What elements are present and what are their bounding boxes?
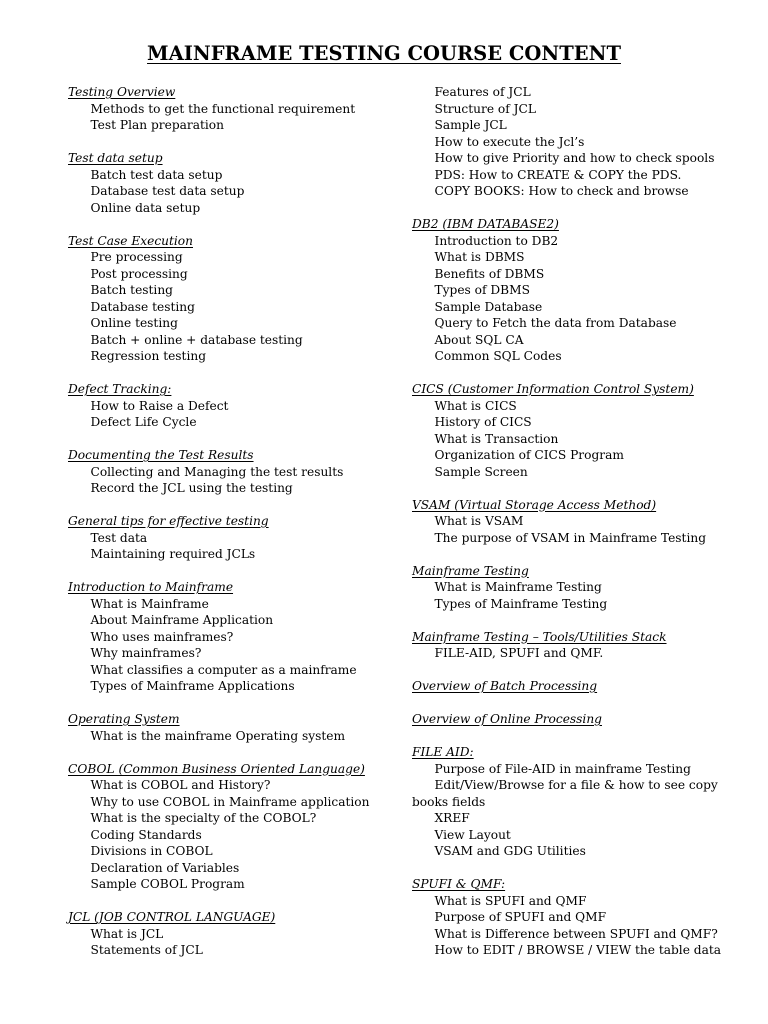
topic-item: Online data setup bbox=[90, 200, 201, 215]
section-heading: SPUFI & QMF: bbox=[412, 877, 506, 891]
section-heading: Test data setup bbox=[68, 151, 163, 165]
topic-item: What classifies a computer as a mainframe bbox=[90, 662, 357, 677]
course-section bbox=[412, 563, 742, 613]
course-section bbox=[68, 513, 398, 563]
topic-item: Edit/View/Browse for a file & how to see copy books fields bbox=[412, 778, 718, 809]
topic-item: What is Mainframe bbox=[90, 596, 209, 611]
topic-item: What is Mainframe Testing bbox=[434, 580, 602, 594]
topic-item: What is Transaction bbox=[434, 431, 559, 446]
section-heading: Operating System bbox=[68, 712, 180, 726]
topic-item: Test data bbox=[90, 530, 148, 545]
topic-item: Organization of CICS Program bbox=[434, 448, 624, 462]
topic-item: Sample Database bbox=[434, 299, 543, 314]
topic-item: Online testing bbox=[90, 316, 178, 330]
topic-item: Query to Fetch the data from Database bbox=[434, 316, 677, 330]
course-section bbox=[412, 84, 742, 200]
topic-item: Purpose of File-AID in mainframe Testing bbox=[434, 761, 691, 776]
section-spacer bbox=[412, 728, 742, 745]
topic-item: Test Plan preparation bbox=[90, 118, 224, 132]
course-section bbox=[68, 447, 398, 497]
topic-item: History of CICS bbox=[434, 415, 532, 429]
section-spacer bbox=[68, 497, 398, 514]
topic-item: What is the specialty of the COBOL? bbox=[90, 811, 317, 825]
topic-item: Who uses mainframes? bbox=[90, 629, 234, 644]
section-spacer bbox=[68, 365, 398, 382]
topic-item: Batch testing bbox=[90, 283, 173, 297]
course-section bbox=[412, 711, 742, 728]
topic-item: About Mainframe Application bbox=[90, 613, 274, 627]
topic-item: Features of JCL bbox=[434, 85, 531, 99]
section-spacer bbox=[412, 662, 742, 679]
topic-item: Sample JCL bbox=[434, 118, 507, 132]
course-section bbox=[412, 216, 742, 365]
course-section bbox=[412, 678, 742, 695]
topic-item: How to give Priority and how to check spools bbox=[434, 151, 715, 165]
section-heading: Overview of Batch Processing bbox=[412, 679, 598, 693]
section-spacer bbox=[412, 695, 742, 712]
section-spacer bbox=[68, 893, 398, 910]
topic-item: Methods to get the functional requirement bbox=[90, 101, 356, 116]
topic-item: Defect Life Cycle bbox=[90, 415, 197, 429]
course-section bbox=[68, 761, 398, 893]
section-spacer bbox=[68, 216, 398, 233]
topic-item: Sample COBOL Program bbox=[90, 877, 245, 891]
topic-item: Database test data setup bbox=[90, 184, 245, 198]
topic-item: How to execute the Jcl’s bbox=[434, 134, 585, 149]
topic-item: Why to use COBOL in Mainframe application bbox=[90, 794, 370, 809]
course-section bbox=[412, 497, 742, 547]
section-spacer bbox=[412, 480, 742, 497]
topic-item: What is Difference between SPUFI and QMF? bbox=[434, 926, 718, 941]
section-spacer bbox=[412, 612, 742, 629]
section-heading: Mainframe Testing bbox=[412, 563, 529, 578]
topic-item: Purpose of SPUFI and QMF bbox=[434, 910, 607, 924]
section-heading: Introduction to Mainframe bbox=[68, 580, 234, 594]
topic-item: Types of Mainframe Applications bbox=[90, 679, 295, 693]
section-spacer bbox=[412, 860, 742, 877]
left-column bbox=[68, 84, 398, 959]
topic-item: What is VSAM bbox=[434, 514, 524, 528]
section-heading: COBOL (Common Business Oriented Language) bbox=[68, 761, 365, 776]
section-spacer bbox=[412, 200, 742, 217]
topic-item: What is CICS bbox=[434, 398, 517, 413]
topic-item: What is COBOL and History? bbox=[90, 778, 271, 792]
course-section bbox=[412, 744, 742, 860]
topic-item: Database testing bbox=[90, 299, 195, 314]
section-heading: FILE AID: bbox=[412, 745, 474, 759]
topic-item: Regression testing bbox=[90, 349, 207, 363]
topic-item: What is the mainframe Operating system bbox=[90, 728, 346, 743]
section-spacer bbox=[68, 134, 398, 151]
topic-item: Common SQL Codes bbox=[434, 349, 562, 363]
topic-item: Batch + online + database testing bbox=[90, 332, 303, 347]
topic-item: Pre processing bbox=[90, 250, 183, 264]
topic-item: Collecting and Managing the test results bbox=[90, 464, 344, 479]
topic-item: XREF bbox=[434, 811, 470, 825]
topic-item: Structure of JCL bbox=[434, 101, 536, 116]
section-spacer bbox=[68, 431, 398, 448]
topic-item: Why mainframes? bbox=[90, 646, 202, 660]
right-column bbox=[412, 84, 742, 959]
topic-item: What is JCL bbox=[90, 926, 164, 941]
section-spacer bbox=[68, 563, 398, 580]
topic-item: Introduction to DB2 bbox=[434, 233, 559, 248]
course-section bbox=[68, 381, 398, 431]
topic-item: View Layout bbox=[434, 827, 511, 842]
topic-item: Divisions in COBOL bbox=[90, 844, 213, 858]
topic-item: Batch test data setup bbox=[90, 167, 223, 182]
section-heading: Overview of Online Processing bbox=[412, 712, 602, 726]
section-spacer bbox=[68, 744, 398, 761]
topic-item: Record the JCL using the testing bbox=[90, 481, 293, 495]
topic-item: FILE-AID, SPUFI and QMF. bbox=[434, 646, 604, 660]
course-section bbox=[68, 579, 398, 695]
section-heading: General tips for effective testing bbox=[68, 514, 269, 528]
course-section bbox=[68, 233, 398, 365]
course-section bbox=[412, 629, 742, 662]
section-heading: Defect Tracking: bbox=[68, 382, 172, 396]
section-heading: Mainframe Testing – Tools/Utilities Stack bbox=[412, 629, 667, 644]
topic-item: Benefits of DBMS bbox=[434, 266, 545, 281]
section-spacer bbox=[68, 695, 398, 712]
topic-item: Types of Mainframe Testing bbox=[434, 596, 608, 611]
topic-item: Sample Screen bbox=[434, 464, 528, 479]
section-heading: DB2 (IBM DATABASE2) bbox=[412, 217, 559, 231]
section-heading: Testing Overview bbox=[68, 85, 176, 99]
topic-item: Declaration of Variables bbox=[90, 860, 240, 875]
topic-item: What is DBMS bbox=[434, 250, 525, 264]
topic-item: How to EDIT / BROWSE / VIEW the table data bbox=[434, 943, 722, 957]
topic-item: Statements of JCL bbox=[90, 943, 203, 957]
section-spacer bbox=[412, 365, 742, 382]
section-heading: VSAM (Virtual Storage Access Method) bbox=[412, 497, 657, 512]
course-section bbox=[412, 876, 742, 959]
course-section bbox=[68, 84, 398, 134]
course-section bbox=[412, 381, 742, 480]
course-section bbox=[68, 909, 398, 959]
topic-item: COPY BOOKS: How to check and browse bbox=[434, 184, 689, 198]
course-section bbox=[68, 150, 398, 216]
section-heading: CICS (Customer Information Control System) bbox=[412, 382, 694, 396]
section-heading: Documenting the Test Results bbox=[68, 448, 254, 462]
topic-item: About SQL CA bbox=[434, 332, 524, 347]
topic-item: Post processing bbox=[90, 266, 188, 281]
course-section bbox=[68, 711, 398, 744]
topic-item: The purpose of VSAM in Mainframe Testing bbox=[434, 530, 707, 545]
topic-item: How to Raise a Defect bbox=[90, 398, 229, 413]
topic-item: VSAM and GDG Utilities bbox=[434, 844, 586, 858]
page-title: MAINFRAME TESTING COURSE CONTENT bbox=[147, 42, 621, 65]
section-heading: JCL (JOB CONTROL LANGUAGE) bbox=[68, 910, 276, 924]
topic-item: Types of DBMS bbox=[434, 283, 530, 297]
topic-item: PDS: How to CREATE & COPY the PDS. bbox=[434, 167, 682, 182]
topic-item: Coding Standards bbox=[90, 827, 202, 842]
section-heading: Test Case Execution bbox=[68, 233, 193, 248]
section-spacer bbox=[412, 546, 742, 563]
topic-item: Maintaining required JCLs bbox=[90, 547, 256, 561]
topic-item: What is SPUFI and QMF bbox=[434, 893, 587, 908]
